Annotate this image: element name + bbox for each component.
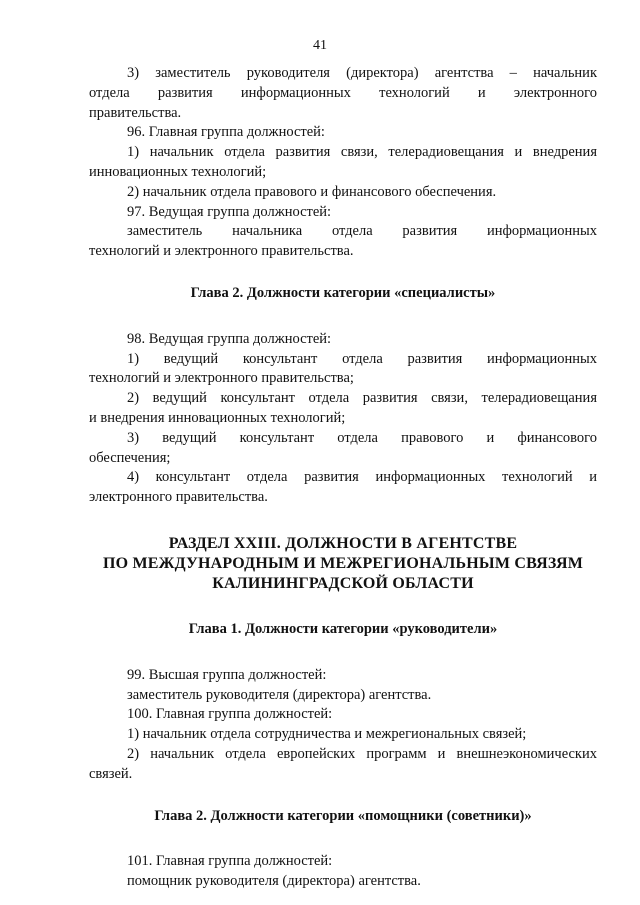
paragraph: 1) ведущий консультант отдела развития информационных xyxy=(127,350,597,367)
paragraph: заместитель руководителя (директора) агентства. xyxy=(127,686,432,703)
paragraph: заместитель начальника отдела развития информационных xyxy=(127,223,597,240)
paragraph: помощник руководителя (директора) агентства. xyxy=(127,873,421,890)
paragraph: 2) ведущий консультант отдела развития связи, телерадиовещания xyxy=(127,390,597,407)
paragraph: 3) ведущий консультант отдела правового и финансового xyxy=(127,429,597,446)
section-title-line: РАЗДЕЛ XXIII. ДОЛЖНОСТИ В АГЕНТСТВЕ xyxy=(168,534,518,552)
paragraph: 99. Высшая группа должностей: xyxy=(127,666,327,683)
paragraph: правительства. xyxy=(89,104,182,121)
paragraph: обеспечения; xyxy=(89,449,171,466)
paragraph: технологий и электронного правительства. xyxy=(89,243,354,260)
chapter-heading: Глава 1. Должности категории «руководители» xyxy=(188,620,498,637)
paragraph: 2) начальник отдела европейских программ и внешнеэкономических xyxy=(127,745,597,762)
paragraph: 98. Ведущая группа должностей: xyxy=(127,330,332,347)
paragraph: 101. Главная группа должностей: xyxy=(127,853,333,870)
paragraph: и внедрения инновационных технологий; xyxy=(89,409,346,426)
paragraph: 2) начальник отдела правового и финансового обеспечения. xyxy=(127,183,497,200)
paragraph: технологий и электронного правительства; xyxy=(89,370,354,387)
paragraph: 1) начальник отдела развития связи, телерадиовещания и внедрения xyxy=(127,144,597,161)
page-number: 41 xyxy=(313,38,327,53)
paragraph: 4) консультант отдела развития информационных технологий и xyxy=(127,469,597,486)
section-title-line: ПО МЕЖДУНАРОДНЫМ И МЕЖРЕГИОНАЛЬНЫМ СВЯЗЯМ xyxy=(102,554,583,572)
chapter-heading: Глава 2. Должности категории «помощники (советники)» xyxy=(154,807,532,824)
paragraph: отдела развития информационных технологий и электронного xyxy=(89,84,597,101)
paragraph: связей. xyxy=(89,765,133,782)
section-title-line: КАЛИНИНГРАДСКОЙ ОБЛАСТИ xyxy=(212,574,474,592)
paragraph: 100. Главная группа должностей: xyxy=(127,706,333,723)
paragraph: 96. Главная группа должностей: xyxy=(127,124,325,141)
paragraph: 3) заместитель руководителя (директора) агентства – начальник xyxy=(127,65,597,81)
paragraph: электронного правительства. xyxy=(89,489,268,506)
document-body xyxy=(89,64,597,892)
paragraph: 1) начальник отдела сотрудничества и межрегиональных связей; xyxy=(127,726,527,743)
chapter-heading: Глава 2. Должности категории «специалисты» xyxy=(190,284,496,301)
paragraph: 97. Ведущая группа должностей: xyxy=(127,203,332,220)
paragraph: инновационных технологий; xyxy=(89,163,267,180)
